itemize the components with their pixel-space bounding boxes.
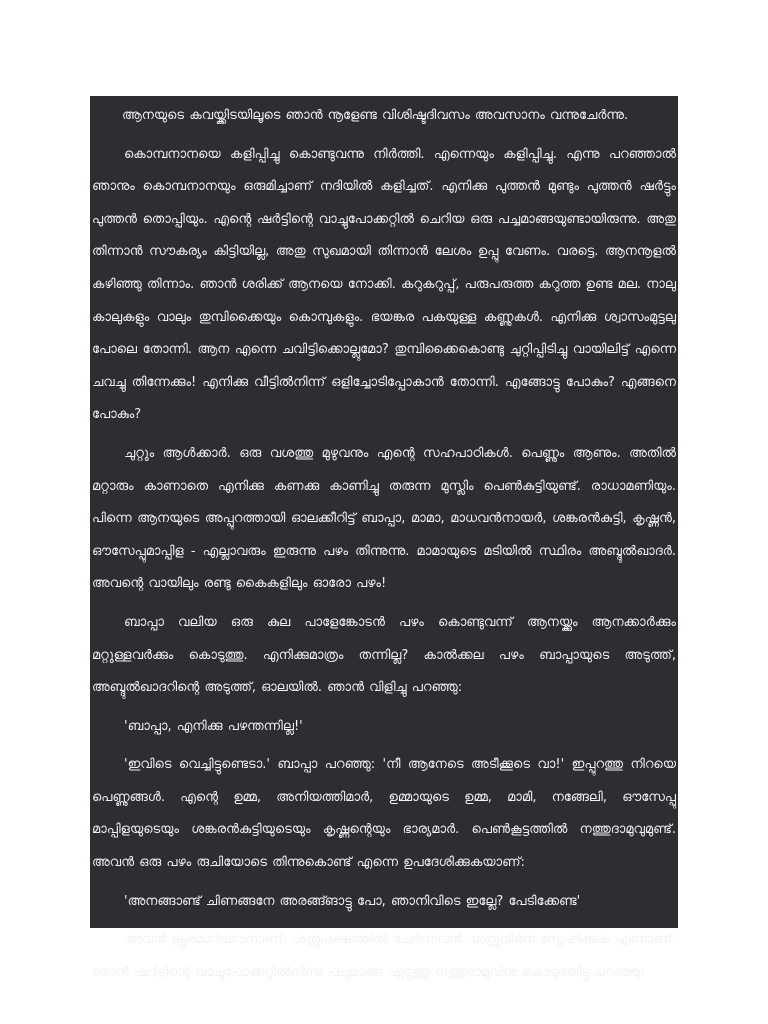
paragraph-7: 'അനങ്ങാണ്ട് ചിണങ്ങനേ അരങ്ങ്ങാട്ടു പോ, ഞാനിവിടെ ഇല്ലേ? പേടിക്കേണ്ട' [124,893,581,909]
paragraph-6: 'ഇവിടെ വെച്ചിട്ടുണ്ടെടാ.' ബാപ്പാ പറഞ്ഞു: 'നീ ആനേടെ അടീക്കൂടെ വാ!' ഇപ്പുറത്തു നിറയെ പെണ്ണുങ്ങൾ. എന്റെ ഉമ്മ, അനിയത്തിമാർ, ഉമ്മായുടെ ഉമ്മ, മാമി, നങ്ങേലി, ഔസേപ്പു മാപ്പിളയുടെയും ശങ്കരൻകുട്ടിയുടെയും കൃഷ്ണന്റെയും ഭാര്യമാർ. പെൺകൂട്ടത്തിൽ നത്തുദാമുവുമുണ്ട്. അവൻ ഒരു പഴം രുചിയോടെ തിന്നുകൊണ്ട് എന്നെ ഉപദേശിക്കുകയാണ്: [92,757,676,871]
paragraph-2: കൊമ്പനാനയെ കളിപ്പിച്ചു കൊണ്ടുവന്നു നിർത്തി. എന്നെയും കളിപ്പിച്ചു. എന്നു പറഞ്ഞാൽ ഞാനും കൊമ്പനാനയും ഒരുമിച്ചാണ് നദിയിൽ കളിച്ചത്. എനിക്കു പുത്തൻ മുണ്ടും പുത്തൻ ഷർട്ടും പുത്തൻ തൊപ്പിയും. എന്റെ ഷർട്ടിന്റെ വാച്ചുപോക്കറ്റിൽ ചെറിയ ഒരു പച്ചമാങ്ങയുണ്ടായിരുന്നു. അതു തിന്നാൻ സൗകര്യം കിട്ടിയില്ല, അതു സുഖമായി തിന്നാൻ ലേശം ഉപ്പു വേണം. വരട്ടെ. ആനനൂളൽ കഴിഞ്ഞു തിന്നാം. ഞാൻ ശരിക്ക് ആനയെ നോക്കി. കറുകറുപ്പ്, പരുപരുത്ത കറുത്ത ഉണ്ട മല. നാലു കാലുകളും വാലും തുമ്പിക്കൈയും കൊമ്പുകളും. ഭയങ്കര പകയുള്ള കണ്ണുകൾ. എനിക്കു ശ്വാസംമുട്ടലു പോലെ തോന്നി. ആന എന്നെ ചവിട്ടിക്കൊല്ലുമോ? തുമ്പിക്കൈകൊണ്ടു ചുറ്റിപ്പിടിച്ചു വായിലിട്ട് എന്നെ ചവച്ചു തിന്നേക്കും! എനിക്കു വീട്ടിൽനിന്ന് ഒളിച്ചോടിപ്പോകാൻ തോന്നി. എങ്ങോട്ടു പോകും? എങ്ങനെ പോകും? [92,146,676,423]
paragraph-5: 'ബാപ്പാ, എനിക്കു പഴന്തന്നില്ല!' [124,718,303,734]
paragraph-4: ബാപ്പാ വലിയ ഒരു കുല പാളേങ്കോടൻ പഴം കൊണ്ടുവന്ന് ആനയ്ക്കും ആനക്കാർക്കും മറ്റുള്ളവർക്കും കൊടുത്തു. എനിക്കുമാത്രം തന്നില്ല? കാൽക്കല പഴം ബാപ്പായുടെ അടുത്ത്, അബ്ദുൽഖാദറിന്റെ അടുത്ത്, ഓലയിൽ. ഞാൻ വിളിച്ചു പറഞ്ഞു: [92,614,676,696]
paragraph-1: ആനയുടെ കവയ്ക്കിടയിലൂടെ ഞാൻ നൂളേണ്ട വിശിഷ്ടദിവസം അവസാനം വന്നുചേർന്നു. [122,108,629,123]
paragraph-8: അവൻ ക്രൂരമാറിയവനാണ്. ശത്രുപക്ഷത്തിൽ ചേർന്നവൻ. ശത്രുവിനെ സ്നേഹിക്കുക എന്നാണ്. ഞാൻ ഷർട്ടിന്റെ വാച്ചുപോക്കറ്റിൽനിന്നു പച്ചമാങ്ങ എടുത്തു നത്തുദാമുവിനു കൊടുത്തിട്ടു പറഞ്ഞു: [92,932,676,980]
paragraph-3: ചുറ്റും ആൾക്കാർ. ഒരു വശത്തു മുഴുവനും എന്റെ സഹപാഠികൾ. പെണ്ണും ആണും. അതിൽ മറ്റാരും കാണാതെ എനിക്കു കണക്കു കാണിച്ചു തരുന്ന മുസ്ലിം പെൺകുട്ടിയുണ്ട്. രാധാമണിയും. പിന്നെ ആനയുടെ അപ്പുറത്തായി ഓലക്കീറിട്ട് ബാപ്പാ, മാമാ, മാധവൻനായർ, ശങ്കരൻകുട്ടി, കൃഷ്ണൻ, ഔസേപ്പുമാപ്പിള - എല്ലാവരും ഇരുന്നു പഴം തിന്നുന്നു. മാമായുടെ മടിയിൽ സ്ഥിരം അബ്ദുൽഖാദർ. അവന്റെ വായിലും രണ്ടു കൈകളിലും ഓരോ പഴം! [92,445,676,592]
page-panel [90,96,678,980]
